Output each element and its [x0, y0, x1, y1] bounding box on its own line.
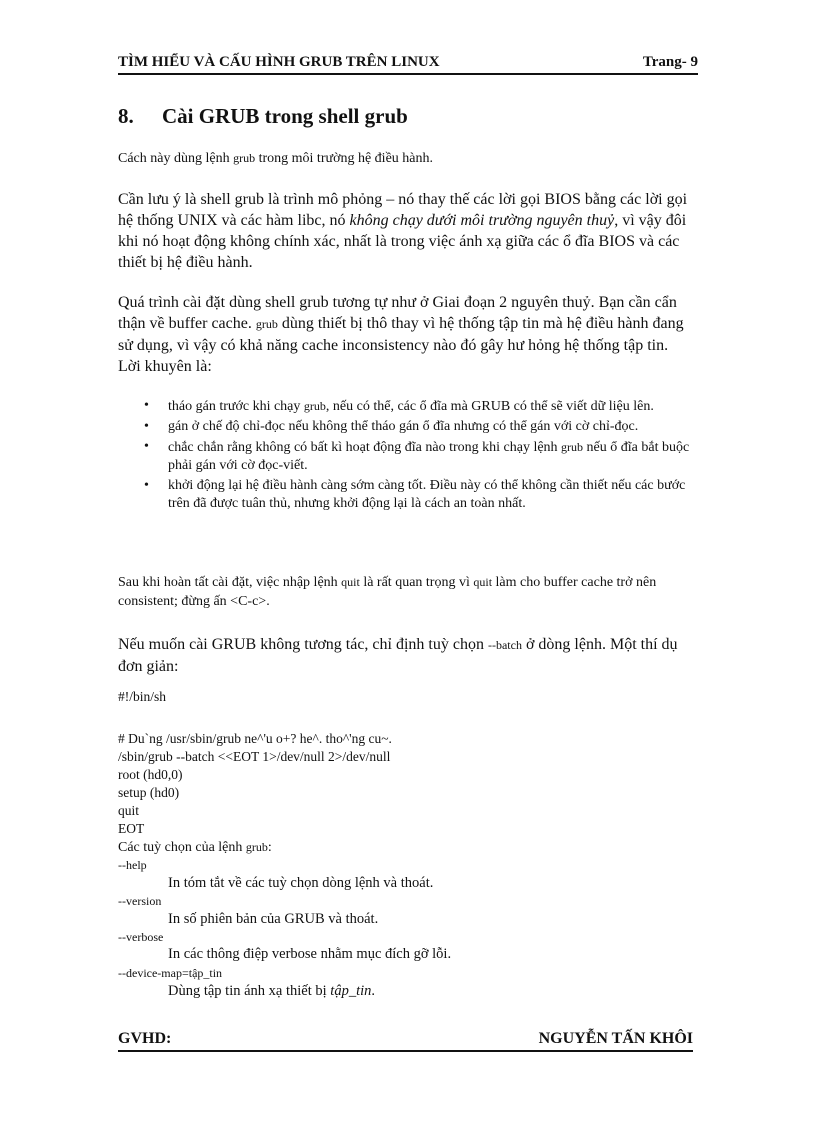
- code-line: EOT: [118, 821, 145, 836]
- code-line: /sbin/grub --batch <<EOT 1>/dev/null 2>/dev/null: [118, 749, 391, 764]
- code-line: quit: [118, 803, 140, 818]
- footer-label: GVHD:: [118, 1030, 172, 1047]
- option-description: In số phiên bản của GRUB và thoát.: [168, 911, 379, 927]
- option-description: In tóm tắt về các tuỳ chọn dòng lệnh và thoát.: [168, 875, 434, 891]
- option-name: --device-map=tập_tin: [118, 966, 223, 980]
- paragraph-emulator: Cần lưu ý là shell grub là trình mô phỏng – nó thay thế các lời gọi BIOS bằng các lời gọi hệ thống UNIX và các hàm libc, nó không chạy dưới môi trường nguyên thuỷ, vì vậy đôi khi nó hoạt động không chính xác, nhất là trong việc ánh xạ giữa các ổ đĩa BIOS và các thiết bị hệ điều hành.: [118, 191, 688, 271]
- options-intro: Các tuỳ chọn của lệnh grub:: [118, 840, 272, 855]
- list-item: • tháo gán trước khi chạy grub, nếu có thể, các ổ đĩa mà GRUB có thể sẽ viết dữ liệu lên.: [144, 398, 654, 414]
- option-name: --verbose: [118, 930, 164, 944]
- document-title: TÌM HIỂU VÀ CẤU HÌNH GRUB TRÊN LINUX: [118, 54, 440, 70]
- option-name: --help: [118, 858, 147, 872]
- page-number: Trang- 9: [642, 54, 698, 70]
- intro-paragraph: Cách này dùng lệnh grub trong môi trường hệ điều hành.: [118, 151, 433, 166]
- paragraph-buffer-cache: Quá trình cài đặt dùng shell grub tương tự như ở Giai đoạn 2 nguyên thuỷ. Bạn cần cẩn thận về buffer cache. grub dùng thiết bị thô thay vì hệ thống tập tin mà hệ điều hành đang sử dụng, vì vậy có khả năng cache inconsistency nào đó gây hư hỏng hệ thống tập tin. Lời khuyên là:: [118, 294, 684, 375]
- code-line: # Du`ng /usr/sbin/grub ne^'u o+? he^. tho^'ng cu~.: [118, 731, 392, 746]
- page-footer: [118, 1030, 693, 1052]
- option-description: Dùng tập tin ánh xạ thiết bị tập_tin.: [168, 983, 376, 999]
- option-description: In các thông điệp verbose nhằm mục đích gỡ lỗi.: [168, 946, 452, 962]
- paragraph-quit: Sau khi hoàn tất cài đặt, việc nhập lệnh quit là rất quan trọng vì quit làm cho buffer cache trở nên consistent; đừng ấn <C-c>.: [118, 575, 657, 609]
- footer-author: NGUYỄN TẤN KHÔI: [538, 1030, 693, 1047]
- code-block: [118, 730, 698, 838]
- code-line: root (hd0,0): [118, 767, 183, 782]
- section-title: Cài GRUB trong shell grub: [162, 104, 408, 128]
- code-shebang: #!/bin/sh: [118, 689, 167, 704]
- advice-list: [142, 397, 702, 515]
- section-heading: [118, 104, 408, 129]
- list-item: • chắc chắn rằng không có bất kì hoạt động đĩa nào trong khi chạy lệnh grub nếu ổ đĩa bắt buộc phải gán với cờ đọc-viết.: [144, 439, 690, 473]
- paragraph-batch: Nếu muốn cài GRUB không tương tác, chỉ định tuỳ chọn --batch ở dòng lệnh. Một thí dụ đơn giản:: [118, 636, 678, 675]
- list-item: • gán ở chế độ chỉ-đọc nếu không thể tháo gán ổ đĩa nhưng có thể gán với cờ chỉ-đọc.: [144, 419, 639, 434]
- code-line: setup (hd0): [118, 785, 180, 800]
- section-number: 8.: [118, 104, 134, 128]
- list-item: • khởi động lại hệ điều hành càng sớm càng tốt. Điều này có thể không cần thiết nếu các bước trên đã được tuân thủ, nhưng khởi động lại là cách an toàn nhất.: [144, 478, 686, 511]
- page-header: [118, 51, 698, 75]
- option-name: --version: [118, 894, 162, 908]
